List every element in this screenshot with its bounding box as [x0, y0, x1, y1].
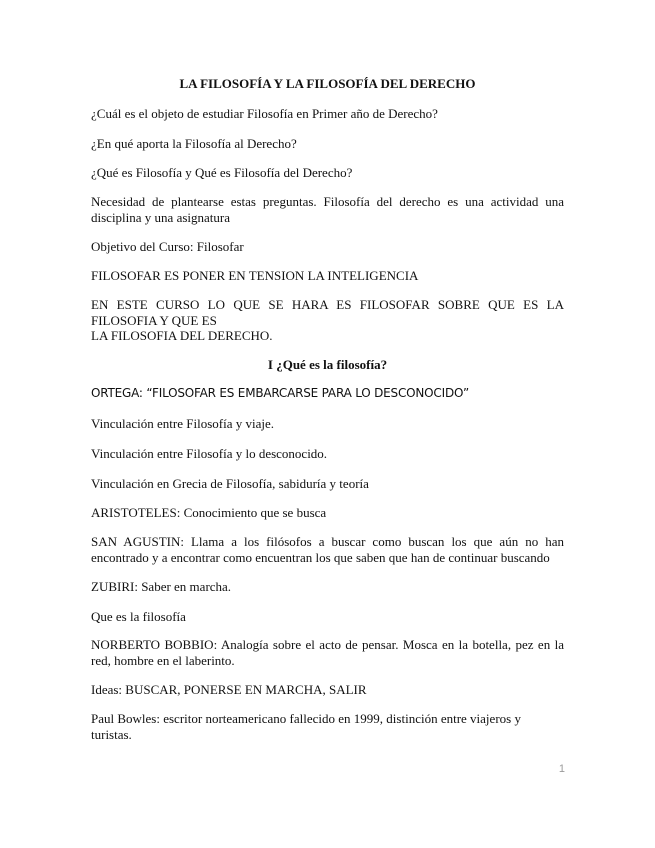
- paragraph-necesidad: Necesidad de plantearse estas preguntas. Filosofía del derecho es una actividad una disciplina y una asignatura: [91, 194, 564, 225]
- paragraph-curso-1: EN ESTE CURSO LO QUE SE HARA ES FILOSOFAR SOBRE QUE ES LA FILOSOFIA Y QUE ES: [91, 297, 564, 328]
- paragraph-bobbio: NORBERTO BOBBIO: Analogía sobre el acto de pensar. Mosca en la botella, pez en la red, hombre en el laberinto.: [91, 637, 564, 668]
- paragraph-desconocido: Vinculación entre Filosofía y lo desconocido.: [91, 446, 328, 461]
- paragraph-ortega: ORTEGA: “FILOSOFAR ES EMBARCARSE PARA LO DESCONOCIDO”: [91, 386, 470, 400]
- paragraph-viaje: Vinculación entre Filosofía y viaje.: [91, 416, 274, 431]
- document-title: LA FILOSOFÍA Y LA FILOSOFÍA DEL DERECHO: [179, 76, 476, 91]
- question-1: ¿Cuál es el objeto de estudiar Filosofía en Primer año de Derecho?: [91, 106, 438, 121]
- paragraph-zubiri: ZUBIRI: Saber en marcha.: [91, 579, 232, 594]
- paragraph-agustin: SAN AGUSTIN: Llama a los filósofos a buscar como buscan los que aún no han encontrado y a encontrar como encuentran los que saben que han de continuar buscando: [91, 534, 564, 565]
- paragraph-que-es: Que es la filosofía: [91, 609, 186, 624]
- section-heading: I ¿Qué es la filosofía?: [267, 357, 388, 372]
- paragraph-tension: FILOSOFAR ES PONER EN TENSION LA INTELIGENCIA: [91, 268, 419, 283]
- page-number: 1: [558, 763, 565, 775]
- paragraph-curso-2: LA FILOSOFIA DEL DERECHO.: [91, 328, 273, 343]
- paragraph-objetivo: Objetivo del Curso: Filosofar: [91, 239, 244, 254]
- question-3: ¿Qué es Filosofía y Qué es Filosofía del Derecho?: [91, 165, 353, 180]
- paragraph-bowles: Paul Bowles: escritor norteamericano fallecido en 1999, distinción entre viajeros y turistas.: [91, 711, 521, 742]
- paragraph-ideas: Ideas: BUSCAR, PONERSE EN MARCHA, SALIR: [91, 682, 367, 697]
- paragraph-grecia: Vinculación en Grecia de Filosofía, sabiduría y teoría: [91, 476, 369, 491]
- question-2: ¿En qué aporta la Filosofía al Derecho?: [91, 136, 297, 151]
- paragraph-aristoteles: ARISTOTELES: Conocimiento que se busca: [91, 505, 327, 520]
